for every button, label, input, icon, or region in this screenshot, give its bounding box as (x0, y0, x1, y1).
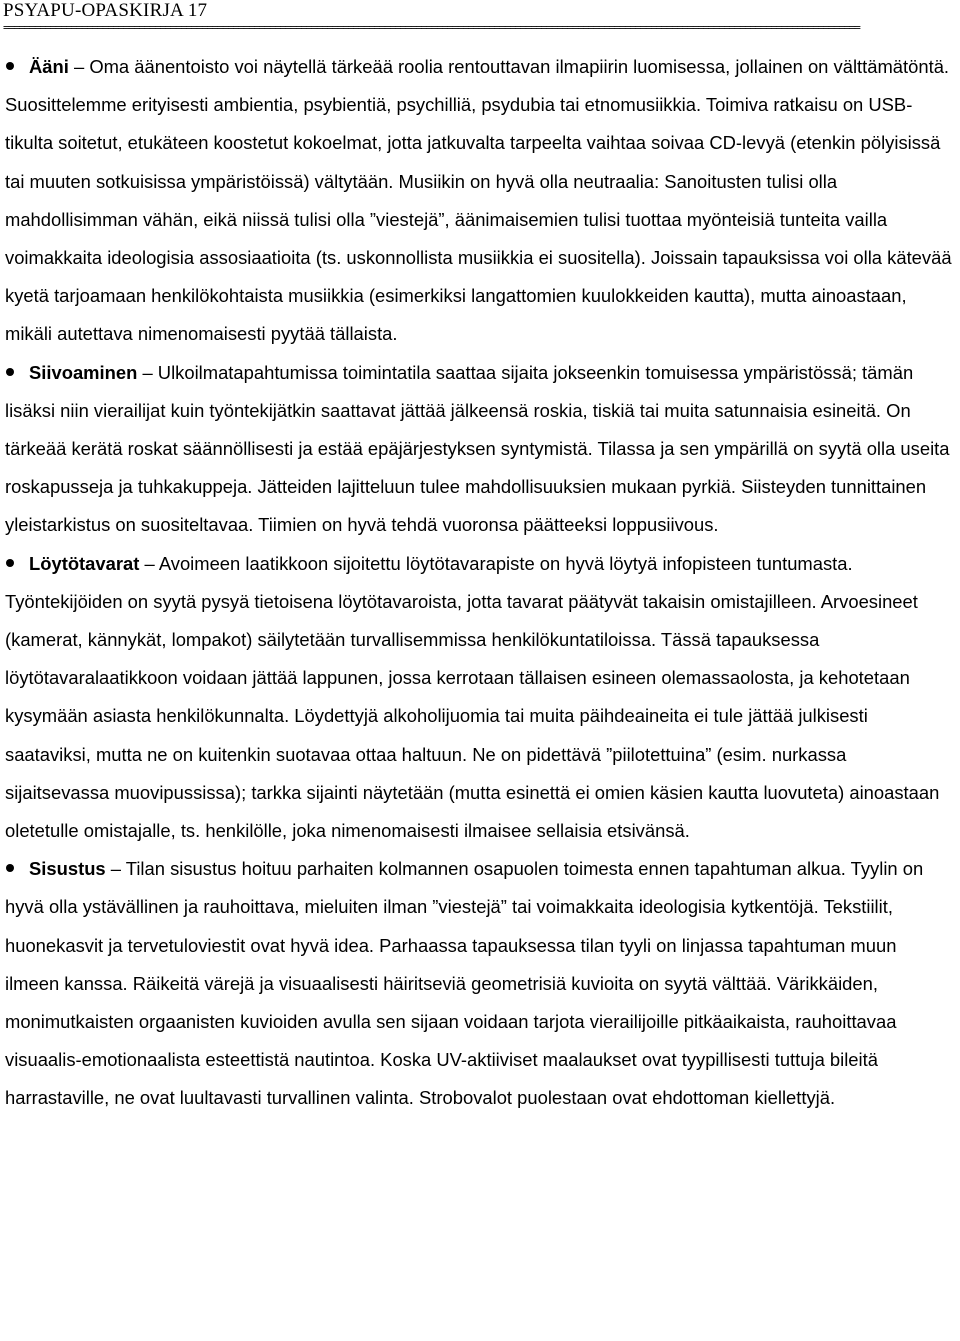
section-text: Oma äänentoisto voi näytellä tärkeää roolia rentouttavan ilmapiirin luomisessa, jollainen on välttämätöntä. Suosittelemme erityisesti ambientia, psybientiä, psychilliä, psydubia tai etnomusiikkia. Toimiva ratkaisu on USB-tikulta soitetut, etukäteen koostetut kokoelmat, jotta jatkuvalta tarpeelta vaihtaa soivaa CD-levyä (etenkin pölyisissä tai muuten sotkuisissa ympäristöissä) vältytään. Musiikin on hyvä olla neutraalia: Sanoitusten tulisi olla mahdollisimman vähän, eikä niissä tulisi olla ”viestejä”, äänimaisemien tulisi tuottaa myönteisiä tunteita vailla voimakkaita ideologisia assosiaatioita (ts. uskonnollista musiikkia ei suositella). Joissain tapauksissa voi olla kätevää kyetä tarjoamaan henkilökohtaista musiikkia (esimerkiksi langattomien kuulokkeiden kautta), mutta ainoastaan, mikäli autettava nimenomaisesti pyytää tällaista. (5, 56, 952, 345)
page-title: PSYAPU-OPASKIRJA 17 (3, 0, 208, 21)
section-term: Löytötavarat (29, 552, 140, 574)
section-sisustus (5, 850, 955, 1117)
term-dash: – (68, 56, 90, 77)
section-text: Ulkoilmatapahtumissa toimintatila saattaa sijaita jokseenkin tomuisessa ympäristössä; tämän lisäksi niin vierailijat kuin työntekijätkin saattavat jättää jälkeensä roskia, tiskiä tai muita satunnaisia esineitä. On tärkeää kerätä roskat säännöllisesti ja estää epäjärjestyksen syntymistä. Tilassa ja sen ympärillä on syytä olla useita roskapusseja ja tuhkakuppeja. Jätteiden lajitteluun tulee mahdollisuuksien mukaan pyrkiä. Siisteyden tunnittainen yleistarkistus on suositeltavaa. Tiimien on hyvä tehdä vuoronsa päätteeksi loppusiivous. (5, 361, 950, 536)
section-text: Avoimeen laatikkoon sijoitettu löytötavarapiste on hyvä löytyä infopisteen tuntumasta. Työntekijöiden on syytä pysyä tietoisena löytötavaroista, jotta tavarat päätyvät takaisin omistajilleen. Arvoesineet (kamerat, kännykät, lompakot) säilytetään turvallisemmissa henkilökuntatiloissa. Tässä tapauksessa löytötavaralaatikkoon voidaan jättää lappunen, jossa kerrotaan tällaisen esineen olemassaolosta, ja kehotetaan kysymään asiasta henkilökunnalta. Löydettyjä alkoholijuomia tai muita päihdeaineita ei tule jättää julkisesti saataviksi, mutta ne on kuitenkin suotavaa ottaa haltuun. Ne on pidettävä ”piilotettuina” (esim. nurkassa sijaitsevassa muovipussissa); tarkka sijainti näytetään (mutta esinettä ei omien käsien kautta luovuteta) ainoastaan oletetulle omistajalle, ts. henkilölle, joka nimenomaisesti ilmaisee sellaisia etsivänsä. (5, 552, 940, 842)
page-header (3, 0, 957, 34)
section-term: Ääni (29, 56, 69, 77)
section-term: Siivoaminen (29, 361, 138, 383)
section-text: Tilan sisustus hoituu parhaiten kolmannen osapuolen toimesta ennen tapahtuman alkua. Tyylin on hyvä olla ystävällinen ja rauhoittava, mieluiten ilman ”viestejä” tai voimakkaita ideologisia kytkentöjä. Tekstiilit, huonekasvit ja tervetuloviestit ovat hyvä idea. Parhaassa tapauksessa tilan tyyli on linjassa tapahtuman muun ilmeen kanssa. Räikeitä värejä ja visuaalisesti häiritseviä geometrisiä kuvioita on syytä välttää. Värikkäiden, monimutkaisten orgaanisten kuvioiden avulla sen sijaan voidaan tarjota vierailijoille pitkäaikaista, rauhoittavaa visuaalis-emotionaalista esteettistä nautintoa. Koska UV-aktiiviset maalaukset ovat tyypillisesti tuttuja bileitä harrastaville, ne ovat luultavasti turvallinen valinta. Strobovalot puolestaan ovat ehdottoman kiellettyjä. (5, 858, 924, 1109)
term-dash: – (105, 858, 126, 880)
term-dash: – (137, 361, 158, 383)
document-body (5, 48, 955, 1118)
section-siivoaminen (5, 354, 955, 545)
header-divider: ==================================================================================================================================================================== (3, 22, 860, 34)
term-dash: – (139, 552, 159, 574)
section-loytotavarat (5, 545, 955, 851)
section-aani (5, 48, 955, 354)
section-term: Sisustus (29, 858, 106, 880)
